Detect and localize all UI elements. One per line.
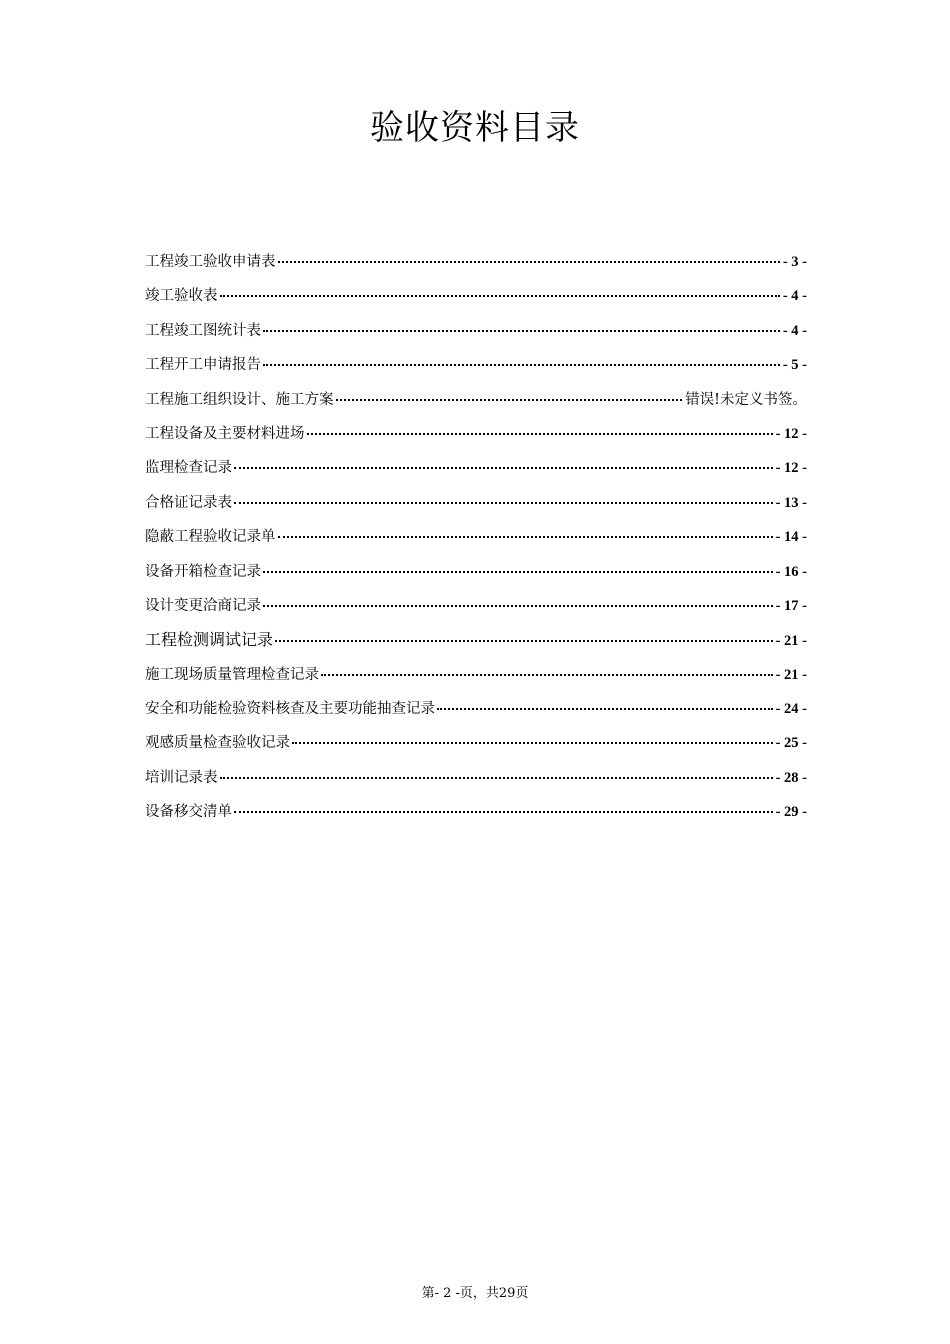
toc-entry[interactable] [145,733,807,767]
toc-entry[interactable] [145,562,807,596]
toc-entry-label: 培训记录表 [145,769,218,786]
toc-entry[interactable] [145,321,807,355]
toc-entry-page: - 4 - [782,322,807,339]
toc-entry-label: 安全和功能检验资料核查及主要功能抽查记录 [145,701,435,718]
toc-entry-label: 竣工验收表 [145,288,218,305]
dot-leader [278,261,780,263]
dot-leader [275,640,773,642]
toc-entry-label: 设备移交清单 [145,804,232,821]
toc-entry-page: - 25 - [775,735,807,752]
toc-entry-page: - 17 - [775,597,807,614]
toc-entry-page: - 3 - [782,254,807,270]
toc-entry-page: - 4 - [782,288,807,305]
toc-entry-label: 观感质量检查验收记录 [145,735,290,752]
dot-leader [263,364,780,366]
toc-entry-label: 工程检测调试记录 [145,630,274,650]
toc-entry-label: 监理检查记录 [145,460,232,477]
toc-entry-page: - 21 - [775,666,807,683]
toc-entry[interactable] [145,802,807,836]
dot-leader [263,605,773,607]
toc-entry-page: - 5 - [782,357,807,374]
toc-entry-page: - 14 - [775,529,807,546]
dot-leader [220,295,780,297]
dot-leader [234,502,773,504]
toc-entry-label: 施工现场质量管理检查记录 [145,666,319,683]
toc-entry-label: 工程施工组织设计、施工方案 [145,391,334,408]
dot-leader [263,330,780,332]
toc-entry-label: 隐蔽工程验收记录单 [145,529,276,546]
toc-entry-label: 设计变更洽商记录 [145,597,261,614]
toc-entry-page: - 12 - [775,425,807,442]
toc-entry-page: - 13 - [775,494,807,511]
toc-entry[interactable] [145,630,807,664]
toc-entry-label: 工程开工申请报告 [145,357,261,374]
toc-entry[interactable] [145,768,807,802]
page-title: 验收资料目录 [370,108,580,148]
page-footer: 第- 2 -页，共29页 [421,1286,529,1301]
toc-entry-page-error: 错误!未定义书签。 [685,391,807,408]
dot-leader [321,674,773,676]
toc-entry-page: - 29 - [775,804,807,821]
dot-leader [220,777,773,779]
toc-entry[interactable] [145,424,807,458]
toc-entry-page: - 12 - [775,460,807,477]
dot-leader [292,742,773,744]
toc-entry-page: - 16 - [775,563,807,580]
table-of-contents [145,252,807,837]
dot-leader [263,571,773,573]
dot-leader [234,467,773,469]
dot-leader [234,811,773,813]
toc-entry-label: 工程竣工验收申请表 [145,254,276,270]
toc-entry-label: 工程竣工图统计表 [145,322,261,339]
toc-entry-label: 工程设备及主要材料进场 [145,425,305,442]
toc-entry-page: - 21 - [775,633,807,650]
dot-leader [437,708,773,710]
toc-entry-label: 合格证记录表 [145,494,232,511]
toc-entry[interactable] [145,286,807,320]
toc-entry[interactable] [145,493,807,527]
toc-entry[interactable] [145,665,807,699]
toc-entry[interactable] [145,355,807,389]
toc-entry-label: 设备开箱检查记录 [145,563,261,580]
dot-leader [336,399,683,401]
dot-leader [307,433,773,435]
dot-leader [278,536,773,538]
toc-entry[interactable] [145,699,807,733]
toc-entry[interactable] [145,527,807,561]
toc-entry-page: - 28 - [775,769,807,786]
toc-entry[interactable] [145,596,807,630]
toc-entry[interactable] [145,390,807,424]
toc-entry-page: - 24 - [775,701,807,718]
toc-entry[interactable] [145,252,807,286]
toc-entry[interactable] [145,458,807,492]
